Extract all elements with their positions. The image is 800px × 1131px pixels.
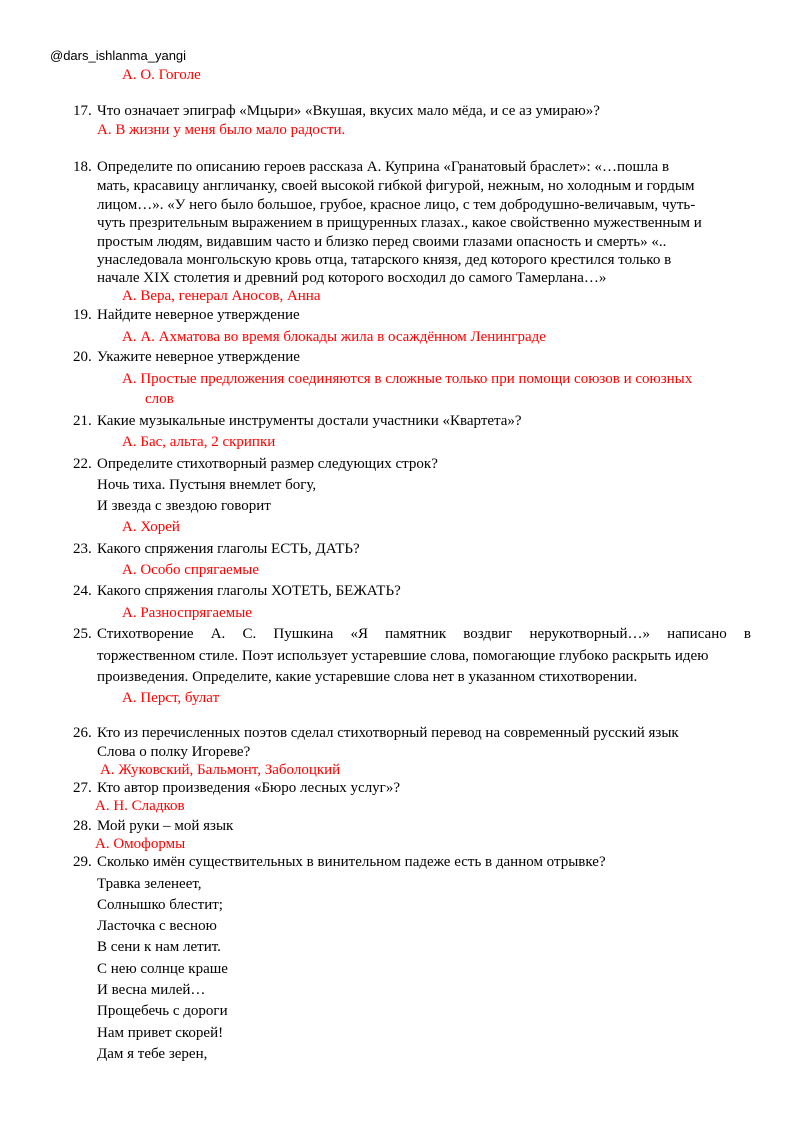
question-line: Стихотворение А. С. Пушкина «Я памятник воздвиг нерукотворный…» написано в [97,626,751,642]
question-text: Какого спряжения глаголы ХОТЕТЬ, БЕЖАТЬ? [97,583,401,599]
question-number: 21. [73,413,92,429]
answer-text: А. В жизни у меня было мало радости. [97,122,346,138]
question-number: 23. [73,541,92,557]
question-text: Что означает эпиграф «Мцыри» «Вкушая, вкусих мало мёда, и се аз умираю»? [97,103,600,119]
question-text: Кто автор произведения «Бюро лесных услуг»? [97,780,400,796]
poem-line: Ночь тиха. Пустыня внемлет богу, [97,477,317,493]
question-number: 20. [73,349,92,365]
question-line: произведения. Определите, какие устаревшие слова нет в указанном стихотворении. [97,669,638,685]
question-line: Слова о полку Игореве? [97,744,251,760]
question-line: лицом…». «У него было большое, грубое, красное лицо, с тем добродушно-величавым, чуть- [97,197,696,213]
poem-line: Солнышко блестит; [97,897,223,913]
poem-line: С нею солнце краше [97,961,228,977]
question-line: чуть презрительным выражением в прищуренных глазах., какое свойственно мужественным и [97,215,702,231]
poem-line: Травка зеленеет, [97,876,202,892]
question-line: Определите по описанию героев рассказа А. Куприна «Гранатовый браслет»: «…пошла в [97,159,670,175]
answer-text: А. Вера, генерал Аносов, Анна [122,288,321,304]
question-text: Сколько имён существительных в винительном падеже есть в данном отрывке? [97,854,606,870]
question-number: 22. [73,456,92,472]
question-number: 28. [73,818,92,834]
question-text: Мой руки – мой язык [97,818,234,834]
answer-text: А. Разноспрягаемые [122,605,252,621]
question-number: 19. [73,307,92,323]
question-line: унаследовала монгольскую кровь отца, татарского князя, дед которого крестился только в [97,252,672,268]
answer-text: А. Перст, булат [122,690,220,706]
question-line: простым людям, видавшим часто и близко перед своими глазами опасность и смерть» «.. [97,234,667,250]
answer-text: А. Н. Сладков [95,798,185,814]
question-text: Какие музыкальные инструменты достали участники «Квартета»? [97,413,522,429]
answer-text: А. Хорей [122,519,180,535]
poem-line: И весна милей… [97,982,206,998]
question-number: 17. [73,103,92,119]
answer-text: А. А. Ахматова во время блокады жила в осаждённом Ленинграде [122,329,546,345]
answer-text: А. Простые предложения соединяются в сложные только при помощи союзов и союзных [122,371,693,387]
question-line: начале XIX столетия и древний род которого восходил до самого Тамерлана…» [97,270,607,286]
answer-text: А. Жуковский, Бальмонт, Заболоцкий [100,762,341,778]
poem-line: В сени к нам летит. [97,939,221,955]
question-text: Какого спряжения глаголы ЕСТЬ, ДАТЬ? [97,541,360,557]
answer-text: А. Омоформы [95,836,186,852]
poem-line: Дам я тебе зерен, [97,1046,208,1062]
channel-header: @dars_ishlanma_yangi [50,48,187,63]
question-text: Определите стихотворный размер следующих строк? [97,456,438,472]
question-number: 29. [73,854,92,870]
previous-answer: А. О. Гоголе [122,67,201,83]
poem-line: Прощебечь с дороги [97,1003,228,1019]
question-line: торжественном стиле. Поэт использует устаревшие слова, помогающие глубоко раскрыть идею [97,648,709,664]
answer-text-continued: слов [145,391,174,407]
question-text: Укажите неверное утверждение [97,349,300,365]
question-line: Кто из перечисленных поэтов сделал стихотворный перевод на современный русский язык [97,725,679,741]
question-number: 27. [73,780,92,796]
question-number: 26. [73,725,92,741]
answer-text: А. Бас, альта, 2 скрипки [122,434,276,450]
question-line: мать, красавицу англичанку, своей высокой гибкой фигурой, нежным, но холодным и гордым [97,178,695,194]
question-number: 18. [73,159,92,175]
poem-line: Нам привет скорей! [97,1025,224,1041]
question-text: Найдите неверное утверждение [97,307,300,323]
answer-text: А. Особо спрягаемые [122,562,259,578]
poem-line: Ласточка с весною [97,918,217,934]
question-number: 25. [73,626,92,642]
poem-line: И звезда с звездою говорит [97,498,271,514]
question-number: 24. [73,583,92,599]
